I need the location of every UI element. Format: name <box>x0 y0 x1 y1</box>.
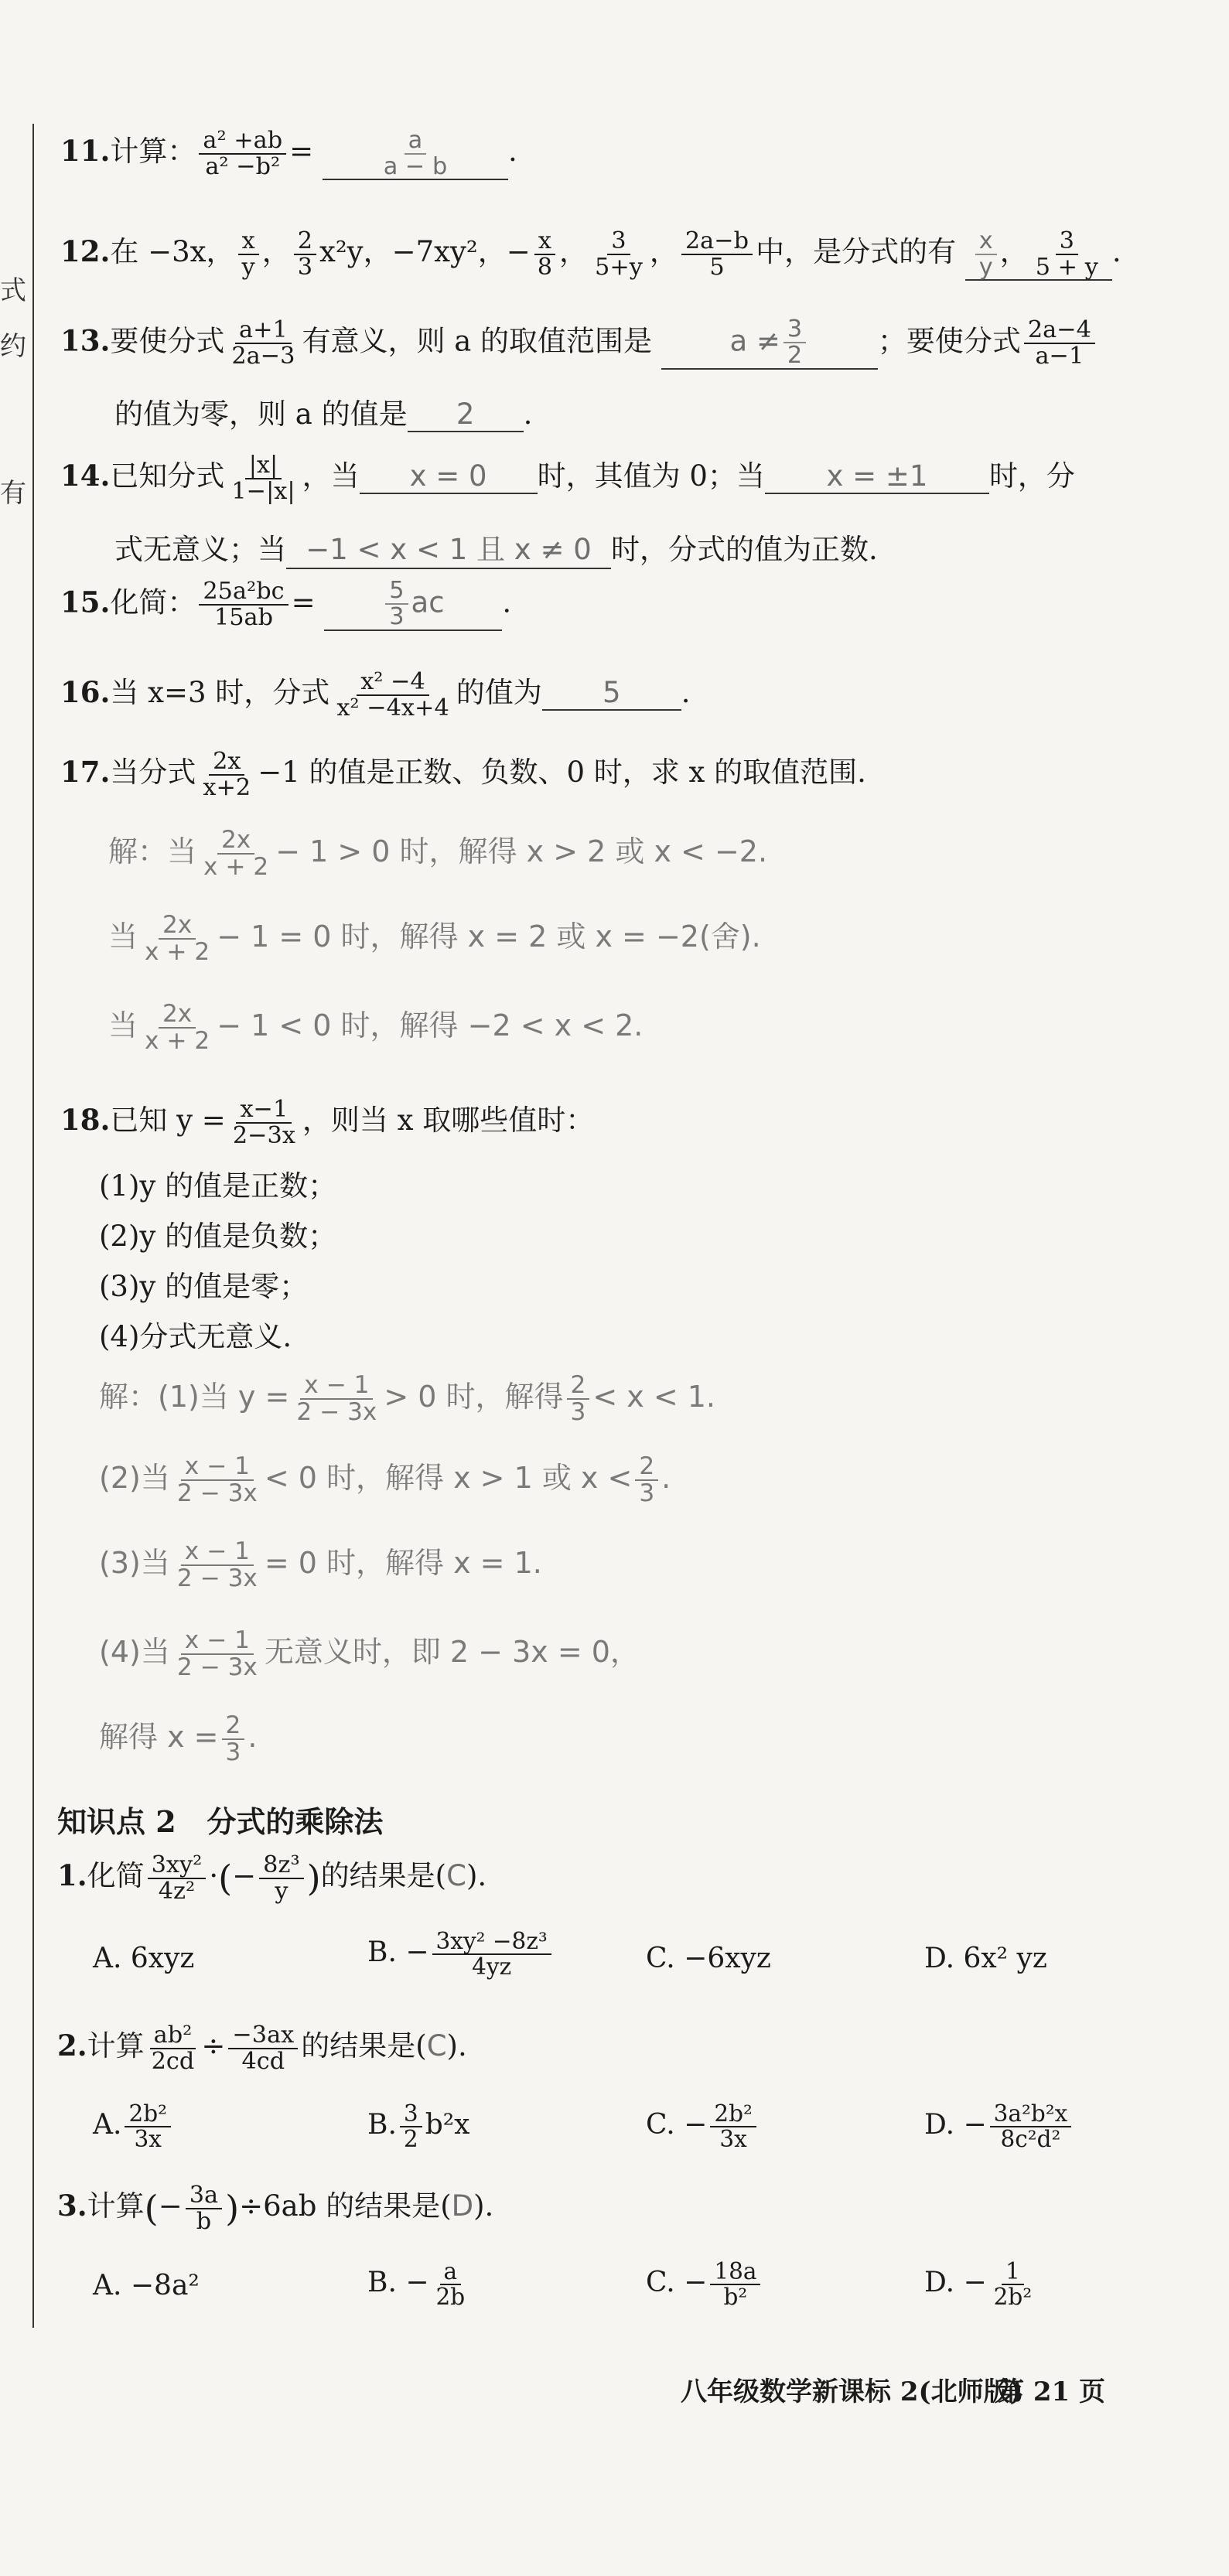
question-18-item: (4)分式无意义. <box>99 1320 292 1353</box>
question-12: 12.在 −3x， $\frac{x}{y}$ ， $\frac{2}{3}$ x²y，−7xy²，− $\frac{x}{8}$ ， $\frac{3}{5+y}$ ， $\frac{2a-b}{5}$ 中，是分式的有 $\frac{x}{y}$ ， $\frac{3}{5 + y}$ . <box>60 227 1121 281</box>
solution-18-line4: (4)当 $\frac{x - 1}{2 - 3x}$ 无意义时，即 2 − 3x = 0， <box>99 1626 640 1681</box>
answer-blank: −1 < x < 1 且 x ≠ 0 <box>286 526 611 569</box>
section-heading: 知识点 2 分式的乘除法 <box>57 1804 384 1839</box>
answer-blank: a ≠ $\frac{3}{2}$ <box>661 317 878 370</box>
option-c: C. − $\frac{\text{2b²}}{3x}$ <box>646 2102 760 2151</box>
option-a: A. −8a² <box>93 2270 200 2301</box>
answer-choice: D <box>451 2189 474 2223</box>
solution-17-line1: 解：当 $\frac{2x}{x + 2}$ − 1 > 0 时，解得 x > 2 或 x < −2. <box>108 826 768 881</box>
question-14: 14.已知分式 $\frac{|x|}{1-|x|}$ ，当 x = 0 时，其值为 0；当 x = ±1 时，分 <box>60 451 1075 505</box>
question-18: 18.已知 y = $\frac{x-1}{2-3x}$ ，则当 x 取哪些值时： <box>60 1095 595 1149</box>
question-18-item: (1)y 的值是正数； <box>99 1169 337 1203</box>
option-a: A. $\frac{\text{2b²}}{3x}$ <box>93 2102 174 2151</box>
solution-17-line3: 当 $\frac{2x}{x + 2}$ − 1 < 0 时，解得 −2 < x < 2. <box>108 1000 644 1055</box>
margin-rule <box>32 124 34 2328</box>
mc-question-1: 1.化简 $\frac{\text{3xy²}}{\text{4z²}}$ ·(− $\frac{\text{8z³}}{y}$ )的结果是(C). <box>57 1851 487 1905</box>
answer-blank: $\frac{x}{y}$ ， $\frac{3}{5 + y}$ <box>965 228 1112 281</box>
solution-17-line2: 当 $\frac{2x}{x + 2}$ − 1 = 0 时，解得 x = 2 或 x = −2(舍). <box>108 911 761 966</box>
answer-blank: 5 <box>542 676 681 711</box>
option-b: B. $\frac{3}{2}$ b²x <box>367 2100 470 2152</box>
mc-question-3: 3.计算(− $\frac{3a}{b}$ )÷6ab 的结果是(D). <box>57 2181 494 2235</box>
answer-blank: $\frac{a}{a - b}$ <box>323 128 508 181</box>
question-16: 16.当 x=3 时，分式 $\frac{\text{x² −4}}{\text{x² −4x+4}}$ 的值为 5 . <box>60 667 691 722</box>
solution-18-line2: (2)当 $\frac{x - 1}{2 - 3x}$ < 0 时，解得 x > 1 或 x < $\frac{2}{3}$ . <box>99 1452 671 1507</box>
question-11: 11.计算： $\frac{\text{a² +ab}}{\text{a² −b²}}$ = $\frac{a}{a - b}$ . <box>60 126 517 180</box>
option-d: D. 6x² yz <box>924 1943 1047 1974</box>
answer-blank: x = ±1 <box>765 459 989 494</box>
question-14-line2: 式无意义；当 −1 < x < 1 且 x ≠ 0 时，分式的值为正数. <box>114 526 878 569</box>
option-d: D. − $\frac{\text{3a²b²x}}{\text{8c²d²}}$ <box>924 2102 1074 2151</box>
footer-book-title: 八年级数学新课标 2(北师版) <box>681 2376 1022 2407</box>
solution-18-line3: (3)当 $\frac{x - 1}{2 - 3x}$ = 0 时，解得 x = 1. <box>99 1537 542 1592</box>
question-18-item: (3)y 的值是零； <box>99 1270 309 1303</box>
mc-question-2: 2.计算 $\frac{\text{ab²}}{2cd}$ ÷ $\frac{-3ax}{4cd}$ 的结果是(C). <box>57 2021 467 2075</box>
answer-blank: 2 <box>408 397 524 432</box>
question-13: 13.要使分式 $\frac{a+1}{2a-3}$ 有意义，则 a 的取值范围是 a ≠ $\frac{3}{2}$ ；要使分式 $\frac{2a-4}{a-1}$ <box>60 317 1098 370</box>
margin-char: 有 <box>0 478 26 509</box>
answer-choice: C <box>426 2029 447 2063</box>
option-b: B. − $\frac{\text{3xy² −8z³}}{4yz}$ <box>367 1929 555 1979</box>
question-13-line2: 的值为零，则 a 的值是 2 . <box>114 397 533 431</box>
solution-18-line1: 解：(1)当 y = $\frac{x - 1}{2 - 3x}$ > 0 时，解得 $\frac{2}{3}$ < x < 1. <box>99 1371 716 1426</box>
margin-char: 约 <box>0 331 26 362</box>
option-c: C. − $\frac{18a}{\text{b²}}$ <box>646 2260 763 2309</box>
option-d: D. − $\frac{1}{\text{2b²}}$ <box>924 2258 1033 2310</box>
solution-18-line5: 解得 x = $\frac{2}{3}$ . <box>99 1711 258 1766</box>
option-b: B. − $\frac{a}{2b}$ <box>367 2258 466 2310</box>
answer-choice: C <box>446 1859 466 1892</box>
answer-blank: $\frac{5}{3}$ ac <box>324 578 502 631</box>
margin-char: 式 <box>0 275 26 306</box>
option-c: C. −6xyz <box>646 1943 771 1974</box>
page-number: 第 21 页 <box>998 2376 1105 2407</box>
option-a: A. 6xyz <box>93 1943 195 1974</box>
answer-blank: x = 0 <box>360 459 538 494</box>
question-17: 17.当分式 $\frac{2x}{x+2}$ −1 的值是正数、负数、0 时，求 x 的取值范围. <box>60 747 866 801</box>
question-15: 15.化简： $\frac{\text{25a²bc}}{15ab}$ = $\frac{5}{3}$ ac . <box>60 577 512 631</box>
question-18-item: (2)y 的值是负数； <box>99 1220 337 1253</box>
